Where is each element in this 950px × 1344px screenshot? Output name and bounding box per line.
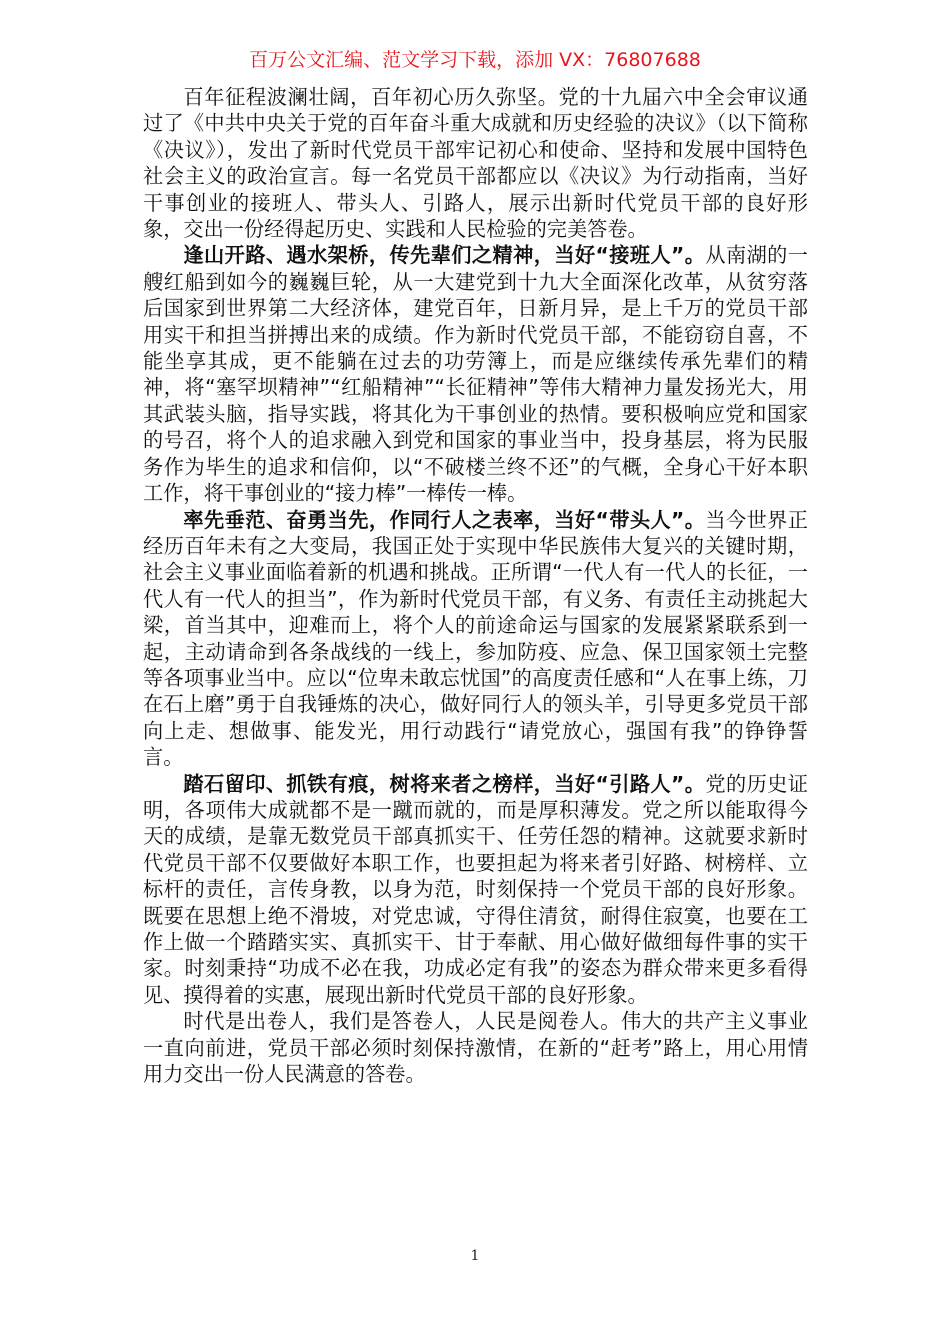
closing-paragraph — [143, 1008, 808, 1087]
section-paragraph-successor — [143, 242, 808, 506]
paragraph-text: 从南湖的一艘红船到如今的巍巍巨轮，从一大建党到十九大全面深化改革，从贫穷落后国家到世界第二大经济体，建党百年，日新月异，是上千万的党员干部用实干和担当拼搏出来的成绩。作为新时代党员干部，不能窃窃自喜，不能坐享其成，更不能躺在过去的功劳簿上，而是应继续传承先辈们的精神，将“塞罕坝精神”“红船精神”“长征精神”等伟大精神力量发扬光大，用其武装头脑，指导实践，将其化为干事创业的热情。要积极响应党和国家的号召，将个人的追求融入到党和国家的事业当中，投身基层，将为民服务作为毕生的追求和信仰，以“不破楼兰终不还”的气概，全身心干好本职工作，将干事创业的“接力棒”一棒传一棒。 — [143, 243, 808, 506]
document-body — [143, 84, 808, 1087]
paragraph-text: 当今世界正经历百年未有之大变局，我国正处于实现中华民族伟大复兴的关键时期，社会主义事业面临着新的机遇和挑战。正所谓“一代人有一代人的长征，一代人有一代人的担当”，作为新时代党员干部，有义务、有责任主动挑起大梁，首当其中，迎难而上，将个人的前途命运与国家的发展紧紧联系到一起，主动请命到各条战线的一线上，参加防疫、应急、保卫国家领土完整等各项事业当中。应以“位卑未敢忘忧国”的高度责任感和“人在事上练，刀在石上磨”勇于自我锤炼的决心，做好同行人的领头羊，引导更多党员干部向上走、想做事、能发光，用行动践行“请党放心，强国有我”的铮铮誓言。 — [143, 507, 808, 770]
section-heading: 踏石留印、抓铁有痕，树将来者之榜样，当好“引路人”。 — [183, 771, 706, 796]
intro-paragraph — [143, 84, 808, 242]
section-paragraph-leader — [143, 507, 808, 771]
paragraph-text: 党的历史证明，各项伟大成就都不是一蹴而就的，而是厚积薄发。党之所以能取得今天的成绩，是靠无数党员干部真抓实干、任劳任怨的精神。这就要求新时代党员干部不仅要做好本职工作，也要担起为将来者引好路、树榜样、立标杆的责任，言传身教，以身为范，时刻保持一个党员干部的良好形象。既要在思想上绝不滑坡，对党忠诚，守得住清贫，耐得住寂寞，也要在工作上做一个踏踏实实、真抓实干、甘于奉献、用心做好做细每件事的实干家。时刻秉持“功成不必在我，功成必定有我”的姿态为群众带来更多看得见、摸得着的实惠，展现出新时代党员干部的良好形象。 — [143, 771, 808, 1007]
paragraph-text: 时代是出卷人，我们是答卷人，人民是阅卷人。伟大的共产主义事业一直向前进，党员干部必须时刻保持激情，在新的“赶考”路上，用心用情用力交出一份人民满意的答卷。 — [143, 1009, 808, 1087]
paragraph-text: 百年征程波澜壮阔，百年初心历久弥坚。党的十九届六中全会审议通过了《中共中央关于党的百年奋斗重大成就和历史经验的决议》（以下简称《决议》），发出了新时代党员干部牢记初心和使命、坚持和发展中国特色社会主义的政治宣言。每一名党员干部都应以《决议》为行动指南，当好干事创业的接班人、带头人、引路人，展示出新时代党员干部的良好形象，交出一份经得起历史、实践和人民检验的完美答卷。 — [143, 85, 808, 242]
section-heading: 率先垂范、奋勇当先，作同行人之表率，当好“带头人”。 — [183, 507, 706, 532]
page-number: 1 — [470, 1248, 480, 1264]
download-watermark-header: 百万公文汇编、范文学习下载，添加 VX：76807688 — [249, 49, 701, 71]
section-paragraph-guide — [143, 771, 808, 1009]
section-heading: 逢山开路、遇水架桥，传先辈们之精神，当好“接班人”。 — [183, 243, 706, 268]
